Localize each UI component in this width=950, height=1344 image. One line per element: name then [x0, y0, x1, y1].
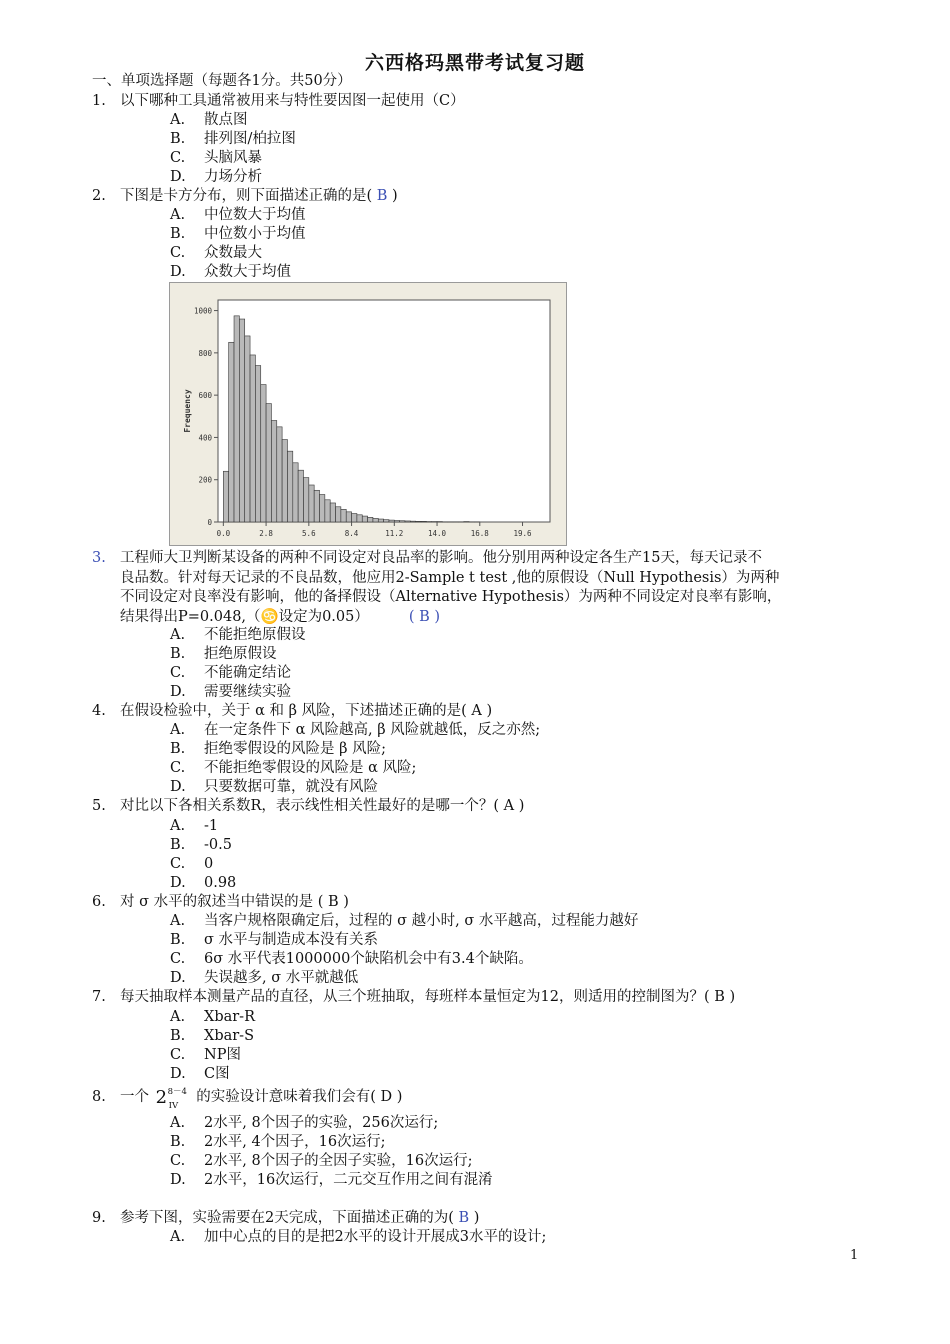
option: D. 力场分析 [170, 169, 262, 185]
option: D. 0.98 [170, 875, 237, 891]
histogram-bar [303, 478, 308, 522]
histogram-bar [352, 514, 357, 522]
option: A. 在一定条件下 α 风险越高, β 风险就越低，反之亦然; [170, 722, 541, 738]
document-title: 六西格玛黑带考试复习题 [364, 52, 585, 74]
option: B. 2水平, 4个因子，16次运行; [170, 1134, 386, 1150]
option: C. 众数最大 [170, 245, 262, 261]
question-text: 以下哪种工具通常被用来与特性要因图一起使用（C） [120, 93, 465, 109]
option: D. C图 [170, 1066, 230, 1082]
option: D. 众数大于均值 [170, 264, 291, 280]
question-text: 对比以下各相关系数R，表示线性相关性最好的是哪一个？( A ) [120, 798, 525, 814]
option: B. 拒绝原假设 [170, 646, 277, 662]
y-tick-label: 200 [198, 475, 212, 485]
histogram-bar [357, 515, 362, 522]
histogram-bar [309, 485, 314, 522]
question-text: 在假设检验中，关于 α 和 β 风险，下述描述正确的是( A ) [120, 703, 493, 719]
histogram-bar [287, 451, 292, 522]
x-tick-label: 16.8 [470, 529, 489, 538]
histogram-bar [368, 517, 373, 522]
option: A. 中位数大于均值 [170, 207, 306, 223]
histogram-bar [250, 355, 255, 522]
x-tick-label: 14.0 [428, 529, 447, 538]
histogram-bar [378, 519, 383, 522]
histogram-bar [277, 427, 282, 522]
histogram-bar [229, 342, 234, 522]
question-text: 对 σ 水平的叙述当中错误的是 ( B ) [120, 894, 349, 910]
y-tick-label: 600 [198, 391, 212, 401]
histogram-bar [255, 366, 260, 522]
histogram-bar [389, 520, 394, 522]
histogram-bar [271, 421, 276, 522]
histogram-bar [384, 520, 389, 522]
chi-square-histogram [169, 282, 567, 546]
question-text: 参考下图，实验需要在2天完成，下面描述正确的为( [120, 1210, 454, 1226]
question-6: 6. 对 σ 水平的叙述当中错误的是 ( B ) [92, 894, 349, 910]
design-notation: 2 8－4 IV [155, 1087, 187, 1111]
option: C. 不能确定结论 [170, 665, 291, 681]
question-3-number: 3. [92, 550, 106, 566]
option: B. 中位数小于均值 [170, 226, 306, 242]
question-2: 2. 下图是卡方分布，则下面描述正确的是( B ) [92, 188, 398, 204]
histogram-bar [336, 507, 341, 522]
option: A. 2水平, 8个因子的实验，256次运行; [170, 1115, 439, 1131]
histogram-bar [261, 385, 266, 522]
x-tick-label: 0.0 [216, 529, 231, 538]
option: B. 拒绝零假设的风险是 β 风险; [170, 741, 386, 757]
question-3-text: 工程师大卫判断某设备的两种不同设定对良品率的影响。他分别用两种设定各生产15天，每天记录不 良品数。针对每天记录的不良品数，他应用2-Sample t test ,他的原假设（Null Hypothesis）为两种 不同设定对良率没有影响，他的备择假设（Alternative Hypothesis）为两种不同设定对良率有影响， 结果得出P=0.048,（♋设定为0.05） ( B ) [120, 550, 782, 625]
histogram-bar [341, 509, 346, 522]
histogram-bar [394, 521, 399, 522]
histogram-bar [314, 490, 319, 522]
option: D. 只要数据可靠，就没有风险 [170, 779, 378, 795]
question-1 [92, 92, 465, 111]
option: C. 不能拒绝零假设的风险是 α 风险; [170, 760, 417, 776]
y-axis-label: Frequency [183, 389, 192, 433]
answer-mark: ( B ) [408, 608, 441, 625]
answer-mark: B [376, 188, 388, 204]
option: B. Xbar-S [170, 1028, 255, 1044]
question-9: 9. 参考下图，实验需要在2天完成，下面描述正确的为( B ) [92, 1210, 480, 1226]
option: B. σ 水平与制造成本没有关系 [170, 932, 379, 948]
histogram-bar [293, 463, 298, 522]
option: C. 头脑风暴 [170, 150, 262, 166]
histogram-bar [245, 336, 250, 522]
question-number: 1. [92, 93, 106, 109]
histogram-bar [298, 470, 303, 522]
histogram-bar [373, 518, 378, 522]
histogram-bar [239, 319, 244, 522]
option: D. 需要继续实验 [170, 684, 291, 700]
histogram-svg [170, 283, 568, 547]
question-number: 2. [92, 188, 106, 204]
option: D. 失误越多, σ 水平就越低 [170, 970, 359, 986]
histogram-bar [266, 404, 271, 522]
question-4: 4. 在假设检验中，关于 α 和 β 风险，下述描述正确的是( A ) [92, 703, 493, 719]
histogram-bar [223, 471, 228, 522]
histogram-bar [362, 516, 367, 522]
option: A. 散点图 [170, 112, 248, 128]
y-tick-label: 800 [198, 348, 212, 358]
x-tick-label: 19.6 [513, 529, 532, 538]
page-number: 1 [850, 1248, 859, 1263]
histogram-bar [421, 521, 426, 522]
histogram-bar [416, 521, 421, 522]
option: C. 6σ 水平代表1000000个缺陷机会中有3.4个缺陷。 [170, 951, 533, 967]
option: C. NP图 [170, 1047, 241, 1063]
option: C. 0 [170, 856, 214, 872]
option: D. 2水平，16次运行，二元交互作用之间有混淆 [170, 1172, 493, 1188]
histogram-bar [320, 495, 325, 522]
question-text: 每天抽取样本测量产品的直径，从三个班抽取，每班样本量恒定为12，则适用的控制图为？( B ) [120, 989, 736, 1005]
question-text: 下图是卡方分布，则下面描述正确的是( [120, 188, 373, 204]
y-tick-label: 400 [198, 433, 212, 443]
option: B. -0.5 [170, 837, 232, 853]
y-tick-label: 0 [207, 518, 212, 527]
option: A. -1 [170, 818, 219, 834]
section-heading: 一、单项选择题（每题各1分。共50分） [92, 73, 352, 89]
x-tick-label: 8.4 [344, 529, 359, 538]
histogram-bar [346, 512, 351, 522]
question-text: 的实验设计意味着我们会有( D ) [191, 1089, 403, 1105]
question-5: 5. 对比以下各相关系数R，表示线性相关性最好的是哪一个？( A ) [92, 798, 525, 814]
option: B. 排列图/柏拉图 [170, 131, 296, 147]
histogram-bar [400, 521, 405, 522]
option: A. Xbar-R [170, 1009, 255, 1025]
y-tick-label: 1000 [193, 306, 212, 316]
option: A. 不能拒绝原假设 [170, 627, 306, 643]
x-tick-label: 5.6 [302, 529, 316, 538]
question-8: 8. 一个 2 8－4 IV 的实验设计意味着我们会有( D ) [92, 1087, 403, 1111]
x-tick-label: 11.2 [385, 529, 404, 538]
histogram-bar [234, 316, 239, 522]
histogram-bar [410, 521, 415, 522]
histogram-bar [282, 440, 287, 522]
histogram-bar [405, 521, 410, 522]
answer-mark: B [458, 1210, 470, 1226]
question-7: 7. 每天抽取样本测量产品的直径，从三个班抽取，每班样本量恒定为12，则适用的控制图为？( B ) [92, 989, 736, 1005]
histogram-bar [325, 500, 330, 522]
option: C. 2水平, 8个因子的全因子实验，16次运行; [170, 1153, 473, 1169]
histogram-bar [330, 503, 335, 522]
x-tick-label: 2.8 [259, 529, 273, 538]
option: A. 加中心点的目的是把2水平的设计开展成3水平的设计; [170, 1229, 547, 1245]
option: A. 当客户规格限确定后，过程的 σ 越小时, σ 水平越高，过程能力越好 [170, 913, 639, 929]
